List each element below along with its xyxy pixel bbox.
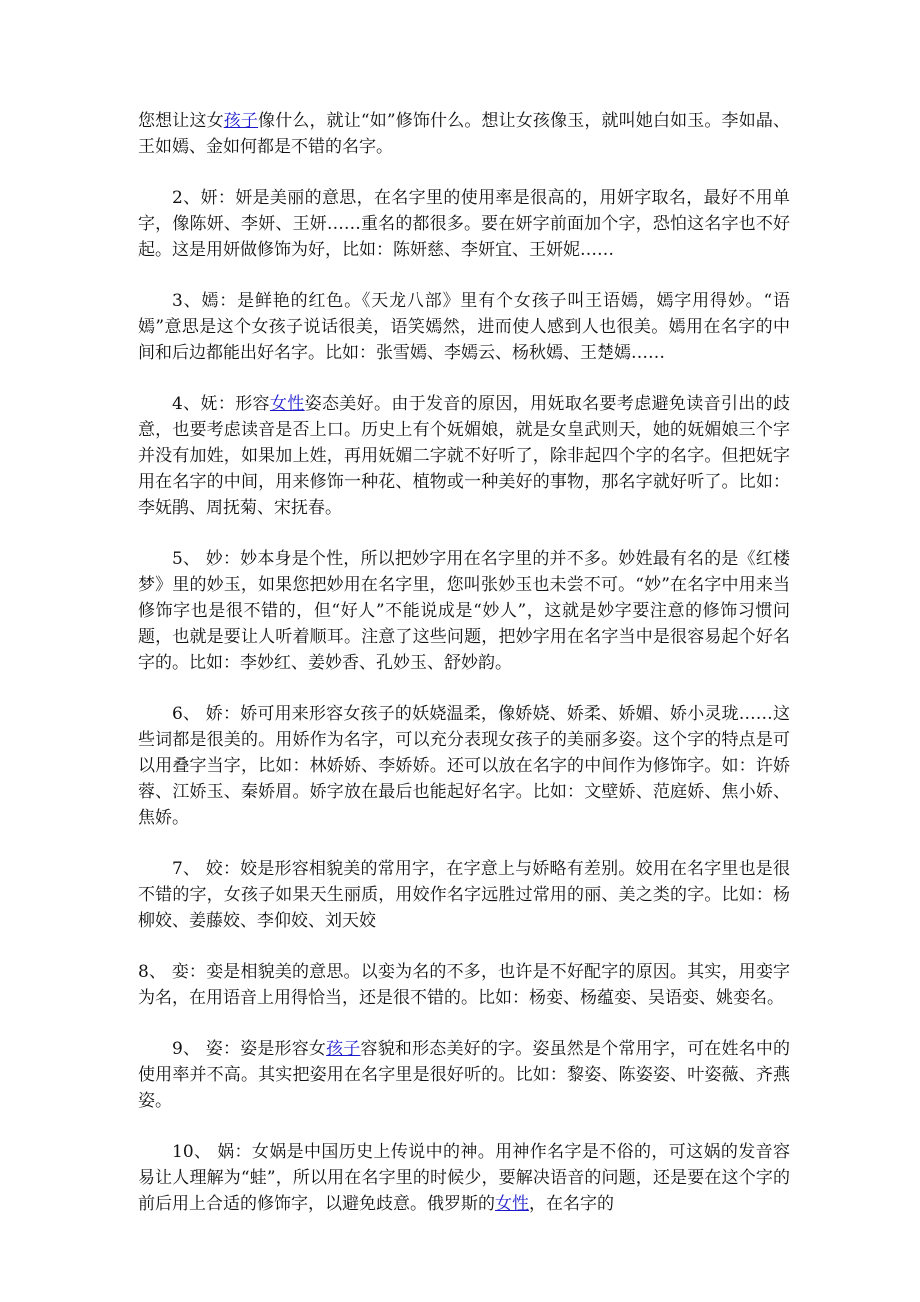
paragraph-6 bbox=[138, 701, 790, 831]
paragraph-text: 容貌和形态美好的字。姿虽然是个常用字，可在姓名中的使用率并不高。其实把姿用在名字里是很好听的。比如：黎姿、陈姿姿、叶姿薇、齐燕姿。 bbox=[138, 1039, 791, 1111]
paragraph-text: 4、妩：形容 bbox=[172, 394, 270, 414]
paragraph-4 bbox=[138, 391, 790, 521]
paragraph-text: 10、 娲：女娲是中国历史上传说中的神。用神作名字是不俗的，可这娲的发音容易让人理解为“蛙”，所以用在名字里的时候少，要解决语音的问题，还是要在这个字的前后用上合适的修饰字，以避免歧意。俄罗斯的 bbox=[138, 1142, 790, 1214]
paragraph-10 bbox=[138, 1139, 790, 1217]
paragraph-text: 3、嫣：是鲜艳的红色。《天龙八部》里有个女孩子叫王语嫣，嫣字用得妙。“语嫣”意思是这个女孩子说话很美，语笑嫣然，进而使人感到人也很美。嫣用在名字的中间和后边都能出好名字。比如：张雪嫣、李嫣云、杨秋嫣、王楚嫣…… bbox=[138, 291, 790, 363]
paragraph-3 bbox=[138, 288, 790, 366]
paragraph-5 bbox=[138, 546, 790, 676]
inline-link[interactable]: 女性 bbox=[269, 394, 305, 414]
paragraph-8 bbox=[138, 959, 790, 1011]
paragraph-2 bbox=[138, 185, 790, 263]
paragraph-text: 像什么，就让“如”修饰什么。想让女孩像玉，就叫她白如玉。李如晶、王如嫣、金如何都是不错的名字。 bbox=[138, 111, 791, 157]
paragraph-text: 9、 姿：姿是形容女 bbox=[172, 1039, 327, 1059]
inline-link[interactable]: 孩子 bbox=[326, 1039, 361, 1059]
paragraph-text: ，在名字的 bbox=[529, 1194, 614, 1214]
article-body bbox=[138, 108, 790, 1242]
inline-link[interactable]: 孩子 bbox=[223, 111, 259, 131]
paragraph-text: 您想让这女 bbox=[138, 111, 224, 131]
paragraph-7 bbox=[138, 856, 790, 934]
paragraph-text: 5、 妙：妙本身是个性，所以把妙字用在名字里的并不多。妙姓最有名的是《红楼梦》里的妙玉，如果您把妙用在名字里，您叫张妙玉也未尝不可。“妙”在名字中用来当修饰字也是很不错的，但“好人”不能说成是“妙人”，这就是妙字要注意的修饰习惯问题，也就是要让人听着顺耳。注意了这些问题，把妙字用在名字当中是很容易起个好名字的。比如：李妙红、姜妙香、孔妙玉、舒妙韵。 bbox=[138, 549, 790, 673]
inline-link[interactable]: 女性 bbox=[495, 1194, 529, 1214]
paragraph-text: 8、 娈：娈是相貌美的意思。以娈为名的不多，也许是不好配字的原因。其实，用娈字为名，在用语音上用得恰当，还是很不错的。比如：杨娈、杨蕴娈、吴语娈、姚娈名。 bbox=[138, 962, 790, 1008]
paragraph-text: 姿态美好。由于发音的原因，用妩取名要考虑避免读音引出的歧意，也要考虑读音是否上口。历史上有个妩媚娘，就是女皇武则天，她的妩媚娘三个字并没有加姓，如果加上姓，再用妩媚二字就不好听了，除非起四个字的名字。但把妩字用在名字的中间，用来修饰一种花、植物或一种美好的事物，那名字就好听了。比如：李妩鹃、周抚菊、宋抚春。 bbox=[138, 394, 790, 518]
paragraph-text: 2、妍：妍是美丽的意思，在名字里的使用率是很高的，用妍字取名，最好不用单字，像陈妍、李妍、王妍……重名的都很多。要在妍字前面加个字，恐怕这名字也不好起。这是用妍做修饰为好，比如：陈妍慈、李妍宜、王妍妮…… bbox=[138, 188, 790, 260]
paragraph-9 bbox=[138, 1036, 790, 1114]
paragraph-text: 6、 娇：娇可用来形容女孩子的妖娆温柔，像娇娆、娇柔、娇媚、娇小灵珑……这些词都是很美的。用娇作为名字，可以充分表现女孩子的美丽多姿。这个字的特点是可以用叠字当字，比如：林娇娇、李娇娇。还可以放在名字的中间作为修饰字。如：许娇蓉、江娇玉、秦娇眉。娇字放在最后也能起好名字。比如：文壁娇、范庭娇、焦小娇、焦娇。 bbox=[138, 704, 790, 828]
paragraph-text: 7、 姣：姣是形容相貌美的常用字，在字意上与娇略有差别。姣用在名字里也是很不错的字，女孩子如果天生丽质，用姣作名字远胜过常用的丽、美之类的字。比如：杨柳姣、姜藤姣、李仰姣、刘天姣 bbox=[138, 859, 790, 931]
paragraph-1 bbox=[138, 108, 790, 160]
